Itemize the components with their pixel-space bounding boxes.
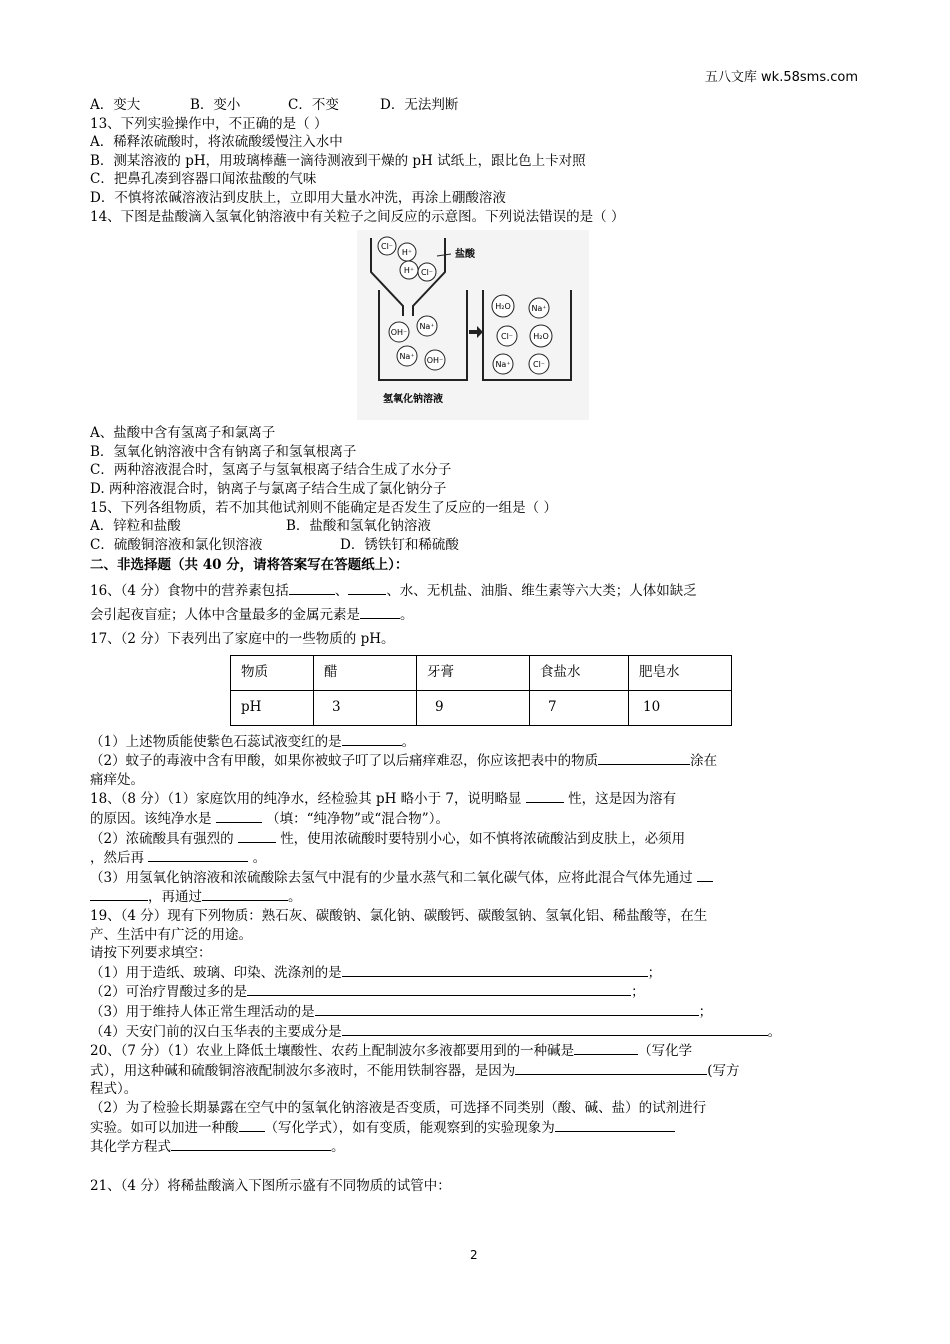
q18-text-a1: 18、（8 分）（1）家庭饮用的纯净水，经检验其 pH 略小于 7，说明略显 xyxy=(90,791,522,808)
q18-text-d1: ，然后再 xyxy=(90,850,144,867)
q19-item-4-text: （4）天安门前的汉白玉华表的主要成分是 xyxy=(90,1023,342,1040)
q18-text-f2: 。 xyxy=(288,889,302,906)
q16-line-2 xyxy=(90,605,862,625)
q19-item-2-end: ； xyxy=(631,984,645,1001)
q20-line-5 xyxy=(90,1118,862,1138)
q18-text-c2: 性，使用浓硫酸时要特别小心，如不慎将浓硫酸沾到皮肤上，必须用 xyxy=(280,830,686,847)
q18-text-d2: 。 xyxy=(252,850,267,867)
q18-blank-2[interactable] xyxy=(216,809,262,823)
q18-line-2 xyxy=(90,809,862,829)
ph-table-value-row xyxy=(231,690,732,725)
page-header: 五八文库 wk.58sms.com xyxy=(704,70,858,85)
q13-option-d: D．不慎将浓碱溶液沾到皮肤上，立即用大量水冲洗，再涂上硼酸溶液 xyxy=(90,189,506,206)
q16-blank-1[interactable] xyxy=(289,581,335,595)
q17-blank-2[interactable] xyxy=(598,751,690,765)
q16-text-a: 16、（4 分）食物中的营养素包括 xyxy=(90,582,289,599)
q18-text-f1: ，再通过 xyxy=(148,889,202,906)
q17-part-1 xyxy=(90,732,862,752)
q18-blank-4[interactable] xyxy=(148,848,248,862)
q15-option-a: A．锌粒和盐酸 xyxy=(90,518,181,535)
ph-table-cell: 9 xyxy=(417,690,530,725)
q17-p2-text: （2）蚊子的毒液中含有甲酸，如果你被蚊子叮了以后痛痒难忍，你应该把表中的物质 xyxy=(90,753,599,770)
q19-item-1-end: ； xyxy=(647,964,662,981)
q20-blank-4[interactable] xyxy=(555,1118,675,1132)
q15-stem: 15、下列各组物质，若不加其他试剂则不能确定是否发生了反应的一组是（ ） xyxy=(90,499,557,516)
right-ion-6: Cl⁻ xyxy=(532,360,546,370)
q18-text-c1: （2）浓硫酸具有强烈的 xyxy=(90,830,234,847)
q20-text-e2: （写化学式），如有变质，能观察到的实验现象为 xyxy=(264,1119,555,1136)
ph-table-cell: 牙膏 xyxy=(417,655,530,690)
q19-line-2: 产、生活中有广泛的用途。 xyxy=(90,926,252,943)
ph-table-cell: 肥皂水 xyxy=(629,655,732,690)
q19-blank-2[interactable] xyxy=(247,982,631,996)
q20-text-a1: 20、（7 分）（1）农业上降低土壤酸性、农药上配制波尔多液都要用到的一种碱是 xyxy=(90,1043,575,1060)
q19-item-4 xyxy=(90,1022,862,1042)
ph-table-cell: 食盐水 xyxy=(530,655,629,690)
q16-text-d: 会引起夜盲症；人体中含量最多的金属元素是 xyxy=(90,606,360,623)
acid-label: 盐酸 xyxy=(455,249,475,261)
q19-blank-4[interactable] xyxy=(342,1022,768,1036)
q14-stem: 14、下图是盐酸滴入氢氧化钠溶液中有关粒子之间反应的示意图。下列说法错误的是（ ） xyxy=(90,208,625,225)
q20-text-f1: 其化学方程式 xyxy=(90,1139,171,1156)
q18-line-4 xyxy=(90,848,862,868)
ph-table-header-row xyxy=(231,655,732,690)
section-2-title: 二、非选择题（共 40 分，请将答案写在答题纸上）： xyxy=(90,557,409,574)
q16-text-b: 、 xyxy=(334,582,349,599)
q19-item-2-text: （2）可治疗胃酸过多的是 xyxy=(90,984,248,1001)
q16-text-e: 。 xyxy=(400,606,414,623)
ph-table-cell: pH xyxy=(231,690,314,725)
q18-text-a2: 性，这是因为溶有 xyxy=(568,791,677,808)
funnel-ion-3: H⁺ xyxy=(403,266,415,276)
ph-table-cell: 3 xyxy=(314,690,417,725)
exam-page xyxy=(90,96,862,1195)
q19-item-2 xyxy=(90,982,862,1002)
q18-line-1 xyxy=(90,789,862,809)
left-ion-2: Na⁺ xyxy=(419,322,435,332)
q16-blank-3[interactable] xyxy=(360,605,400,619)
q20-text-b1: 式），用这种碱和硫酸铜溶液配制波尔多液时，不能用铁制容器，是因为 xyxy=(90,1062,516,1079)
q14-option-b: B．氢氧化钠溶液中含有钠离子和氢氧根离子 xyxy=(90,443,357,460)
left-ion-4: OH⁻ xyxy=(426,356,444,366)
q18-text-b1: 的原因。该纯净水是 xyxy=(90,811,212,828)
q20-text-f2: 。 xyxy=(331,1139,345,1156)
q13-option-c: C．把鼻孔凑到容器口闻浓盐酸的气味 xyxy=(90,171,317,188)
q20-blank-5[interactable] xyxy=(171,1137,331,1151)
q15-option-b: B．盐酸和氢氧化钠溶液 xyxy=(286,518,431,535)
q20-blank-3[interactable] xyxy=(239,1118,265,1132)
reaction-diagram xyxy=(357,230,589,420)
q19-item-3-end: ； xyxy=(698,1004,713,1020)
right-ion-1: H₂O xyxy=(495,302,511,312)
q19-line-3: 请按下列要求填空： xyxy=(90,945,212,962)
q20-line-6 xyxy=(90,1137,862,1157)
q12-option-a: A．变大 xyxy=(90,97,141,113)
q20-line-1 xyxy=(90,1041,862,1061)
q21-stem: 21、（4 分）将稀盐酸滴入下图所示盛有不同物质的试管中： xyxy=(90,1177,451,1194)
q19-item-3 xyxy=(90,1002,862,1022)
ph-table-cell: 10 xyxy=(629,690,732,725)
right-ion-5: Na⁺ xyxy=(495,360,511,370)
q18-line-5 xyxy=(90,868,862,888)
base-label: 氢氧化钠溶液 xyxy=(383,394,443,406)
ph-table xyxy=(230,655,732,726)
funnel-ion-4: Cl⁻ xyxy=(420,268,434,278)
q12-option-c: C．不变 xyxy=(288,97,339,113)
q19-item-4-end: 。 xyxy=(767,1023,782,1040)
right-ion-2: Na⁺ xyxy=(531,304,547,314)
q18-blank-5b[interactable] xyxy=(90,887,148,901)
q20-line-2 xyxy=(90,1061,862,1081)
q20-blank-1[interactable] xyxy=(574,1041,638,1055)
funnel-ion-2: H⁺ xyxy=(401,248,413,258)
q13-option-a: A．稀释浓硫酸时，将浓硫酸缓慢注入水中 xyxy=(90,134,343,151)
q18-text-b2: （填：“纯净物”或“混合物”）。 xyxy=(266,811,449,828)
q19-line-1: 19、（4 分）现有下列物质：熟石灰、碳酸钠、氯化钠、碳酸钙、碳酸氢钠、氢氧化铝、稀盐酸等，在生 xyxy=(90,908,708,925)
right-ion-3: Cl⁻ xyxy=(500,332,514,342)
q15-options-cd xyxy=(90,536,862,555)
ph-table-cell: 物质 xyxy=(231,655,314,690)
q20-text-a2: （写化学 xyxy=(638,1043,693,1060)
q20-line-3: 程式）。 xyxy=(90,1081,138,1098)
q18-blank-5a[interactable] xyxy=(697,868,713,882)
q16-line-1 xyxy=(90,581,862,601)
q16-text-c: 、水、无机盐、油脂、维生素等六大类；人体如缺乏 xyxy=(386,582,697,599)
q18-blank-6[interactable] xyxy=(202,887,288,901)
q18-blank-1[interactable] xyxy=(526,789,564,803)
q19-blank-3[interactable] xyxy=(315,1002,699,1016)
q18-line-3 xyxy=(90,829,862,849)
q15-options-ab xyxy=(90,517,862,536)
ph-table-cell: 7 xyxy=(530,690,629,725)
q20-blank-2[interactable] xyxy=(515,1061,707,1075)
q17-stem: 17、（2 分）下表列出了家庭中的一些物质的 pH。 xyxy=(90,631,395,648)
ph-table-cell: 醋 xyxy=(314,655,417,690)
q19-item-1-text: （1）用于造纸、玻璃、印染、洗涤剂的是 xyxy=(90,964,342,981)
q20-text-e1: 实验。如可以加进一种酸 xyxy=(90,1119,239,1136)
q17-part-2-cont: 痛痒处。 xyxy=(90,771,144,788)
q14-option-c: C．两种溶液混合时，氢离子与氢氧根离子结合生成了水分子 xyxy=(90,462,452,479)
q17-p1-end: 。 xyxy=(401,733,416,750)
q13-option-b: B．测某溶液的 pH，用玻璃棒蘸一滴待测液到干燥的 pH 试纸上，跟比色上卡对照 xyxy=(90,152,586,169)
q15-option-d: D．锈铁钉和稀硫酸 xyxy=(340,536,459,553)
q20-line-4: （2）为了检验长期暴露在空气中的氢氧化钠溶液是否变质，可选择不同类别（酸、碱、盐）的试剂进行 xyxy=(90,1099,707,1116)
q14-option-a: A、盐酸中含有氢离子和氯离子 xyxy=(90,425,276,442)
q19-blank-1[interactable] xyxy=(342,963,648,977)
q15-option-c: C．硫酸铜溶液和氯化钡溶液 xyxy=(90,536,263,553)
q19-item-1 xyxy=(90,963,862,983)
q12-option-b: B．变小 xyxy=(190,97,241,113)
q20-text-b2: (写方 xyxy=(707,1062,740,1079)
right-ion-4: H₂O xyxy=(533,332,549,342)
q12-options xyxy=(90,96,862,115)
q18-text-e1: （3）用氢氧化钠溶液和浓硫酸除去氢气中混有的少量水蒸气和二氧化碳气体，应将此混合气体先通过 xyxy=(90,869,693,886)
q17-blank-1[interactable] xyxy=(342,732,402,746)
q19-item-3-text: （3）用于维持人体正常生理活动的是 xyxy=(90,1004,315,1020)
funnel-ion-1: Cl⁻ xyxy=(380,242,394,252)
q18-blank-3[interactable] xyxy=(238,829,276,843)
reaction-diagram-svg xyxy=(357,230,589,420)
q13-stem: 13、下列实验操作中，不正确的是（ ） xyxy=(90,115,328,132)
q12-option-d: D．无法判断 xyxy=(380,97,459,113)
q14-option-d: D. 两种溶液混合时，钠离子与氯离子结合生成了氯化钠分子 xyxy=(90,480,447,497)
q18-line-6 xyxy=(90,887,862,907)
q17-part-2 xyxy=(90,751,862,771)
q17-p2-text-b: 涂在 xyxy=(690,753,718,770)
page-number: 2 xyxy=(470,1248,478,1262)
q17-p1-text: （1）上述物质能使紫色石蕊试液变红的是 xyxy=(90,733,342,750)
left-ion-3: Na⁺ xyxy=(399,352,415,362)
q16-blank-2[interactable] xyxy=(348,581,386,595)
left-ion-1: OH⁻ xyxy=(390,328,408,338)
